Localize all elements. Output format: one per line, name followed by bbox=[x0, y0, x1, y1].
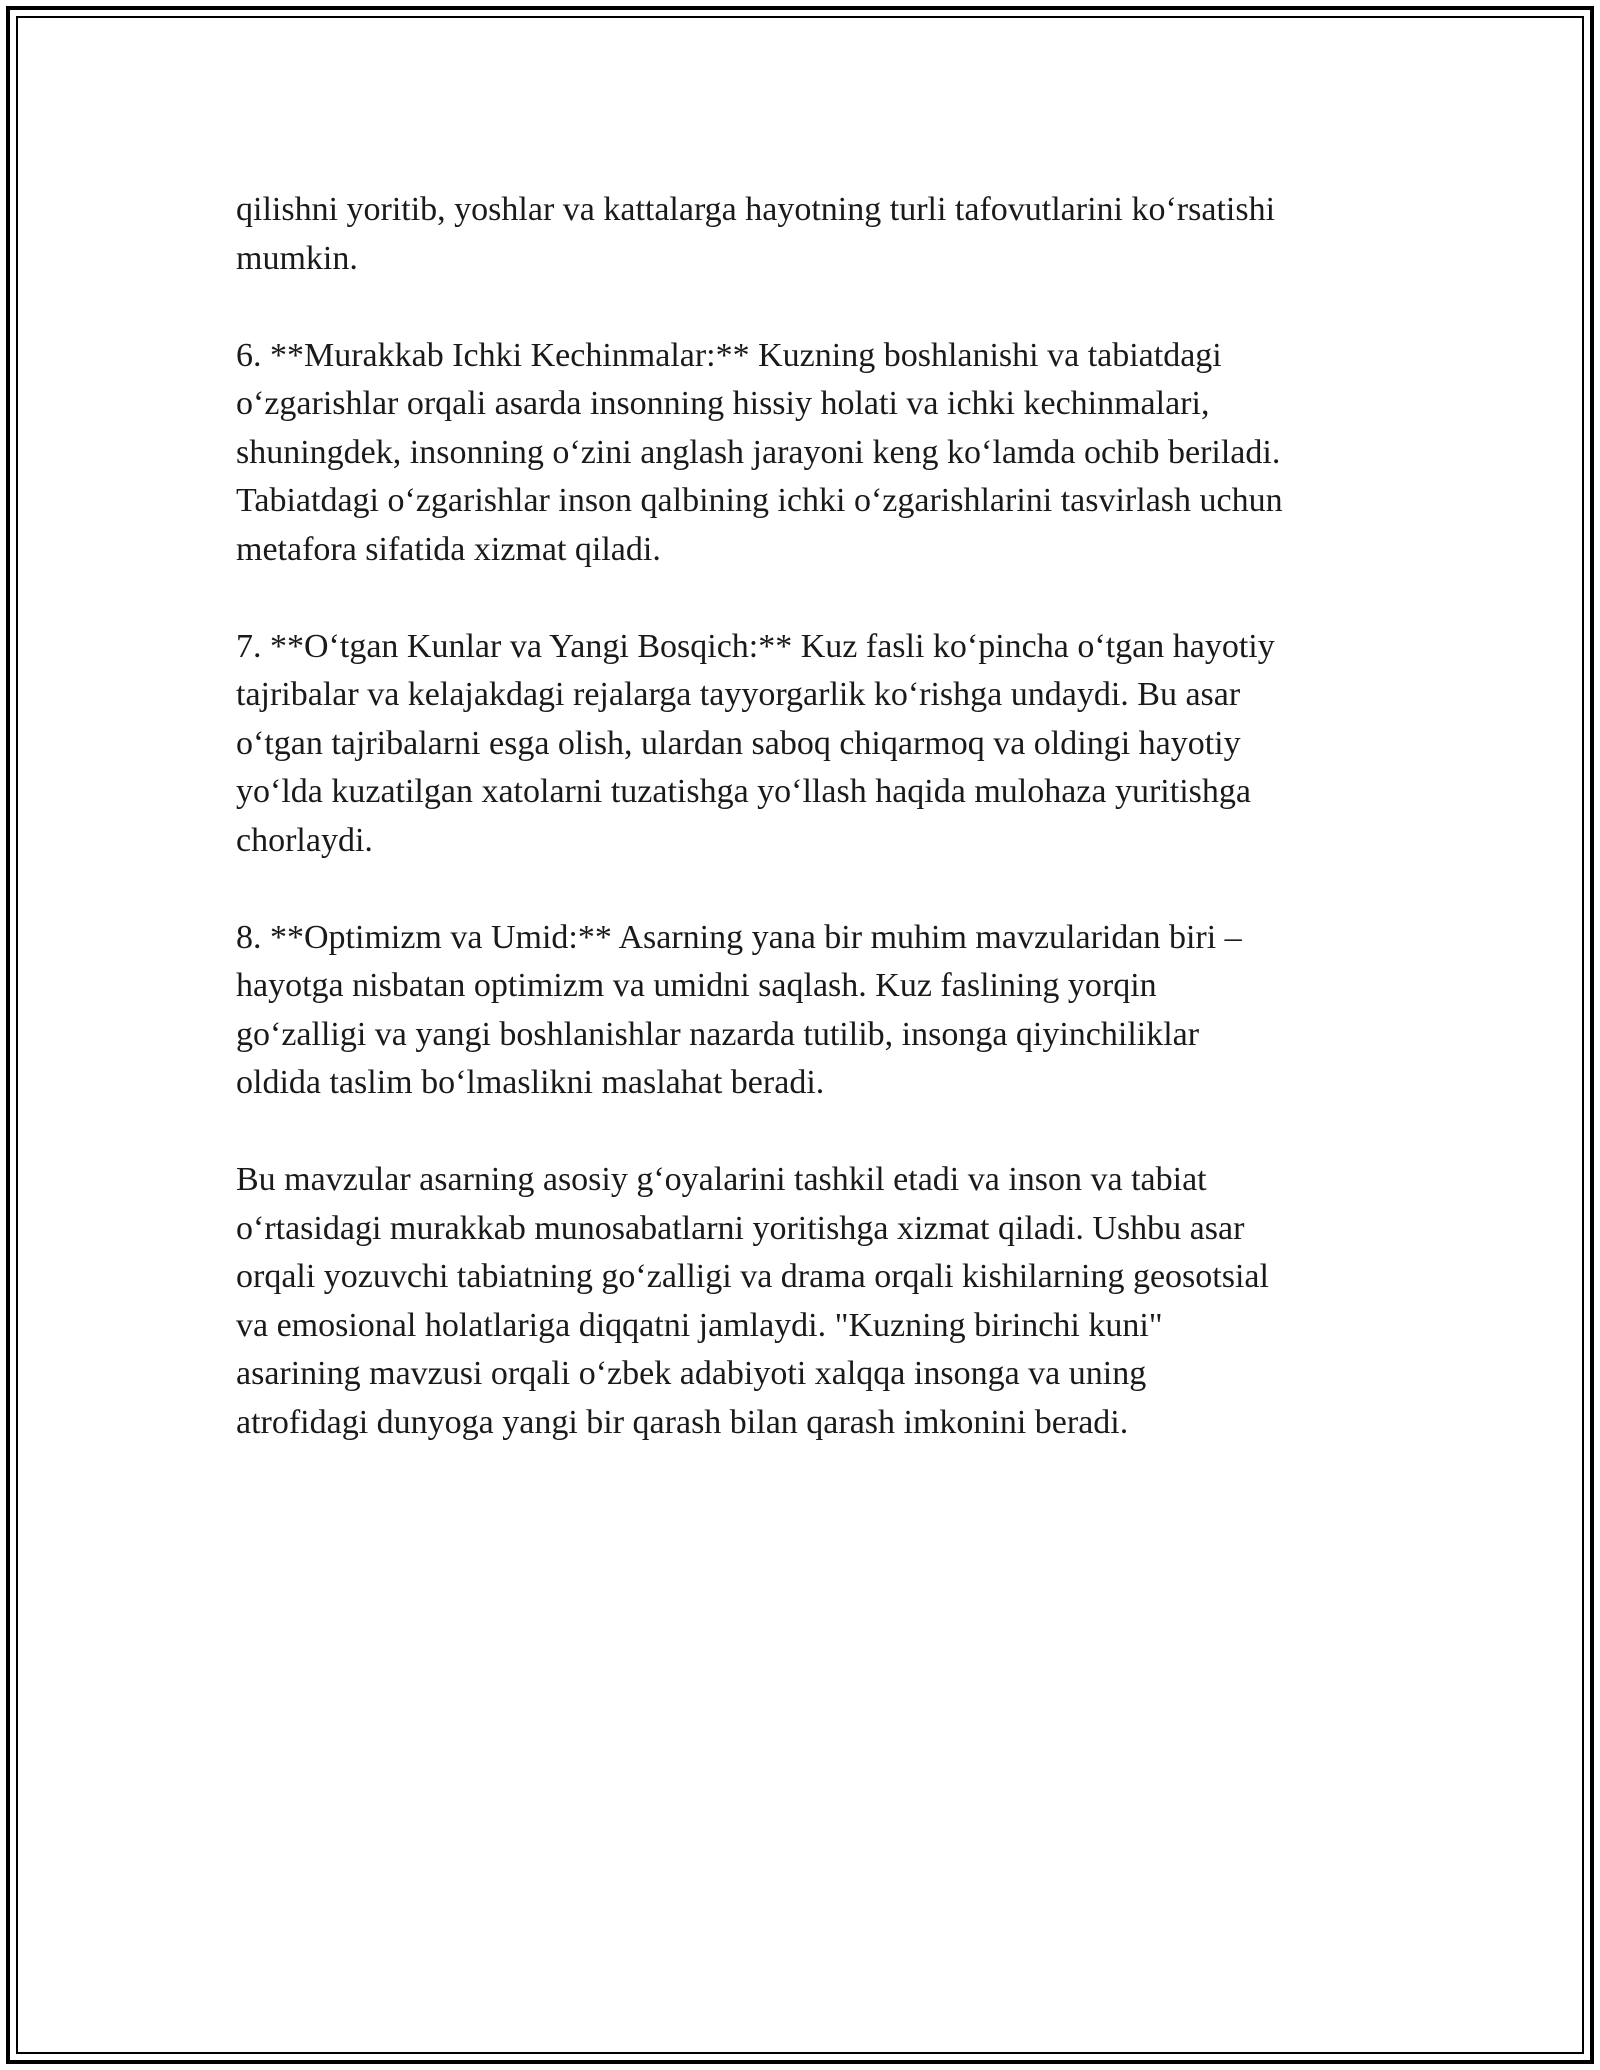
paragraph-item-8: 8. **Optimizm va Umid:** Asarning yana bir muhim mavzularidan biri – hayotga nisbatan optimizm va umidni saqlash. Kuz faslining yorqin go‘zalligi va yangi boshlanishlar nazarda tutilib, insonga qiyinchiliklar oldida taslim bo‘lmaslikni maslahat beradi. bbox=[236, 918, 1242, 1101]
paragraph-item-6: 6. **Murakkab Ichki Kechinmalar:** Kuzning boshlanishi va tabiatdagi o‘zgarishlar orqali asarda insonning hissiy holati va ichki kechinmalari, shuningdek, insonning o‘zini anglash jarayoni keng ko‘lamda ochib beriladi. Tabiatdagi o‘zgarishlar inson qalbining ichki o‘zgarishlarini tasvirlash uchun metafora sifatida xizmat qiladi. bbox=[236, 336, 1283, 568]
paragraph-conclusion: Bu mavzular asarning asosiy g‘oyalarini tashkil etadi va inson va tabiat o‘rtasidagi murakkab munosabatlarni yoritishga xizmat qiladi. Ushbu asar orqali yozuvchi tabiatning go‘zalligi va drama orqali kishilarning geosotsial va emosional holatlariga diqqatni jamlaydi. "Kuzning birinchi kuni" asarining mavzusi orqali o‘zbek adabiyoti xalqqa insonga va uning atrofidagi dunyoga yangi bir qarash bilan qarash imkonini beradi. bbox=[236, 1161, 1269, 1441]
document-body bbox=[236, 186, 1386, 1496]
paragraph-item-7: 7. **O‘tgan Kunlar va Yangi Bosqich:** Kuz fasli ko‘pincha o‘tgan hayotiy tajribalar va kelajakdagi rejalarga tayyorgarlik ko‘rishga undaydi. Bu asar o‘tgan tajribalarni esga olish, ulardan saboq chiqarmoq va oldingi hayotiy yo‘lda kuzatilgan xatolarni tuzatishga yo‘llash haqida mulohaza yuritishga chorlaydi. bbox=[236, 627, 1275, 859]
paragraph-continuation: qilishni yoritib, yoshlar va kattalarga hayotning turli tafovutlarini ko‘rsatishi mumkin. bbox=[236, 191, 1276, 277]
